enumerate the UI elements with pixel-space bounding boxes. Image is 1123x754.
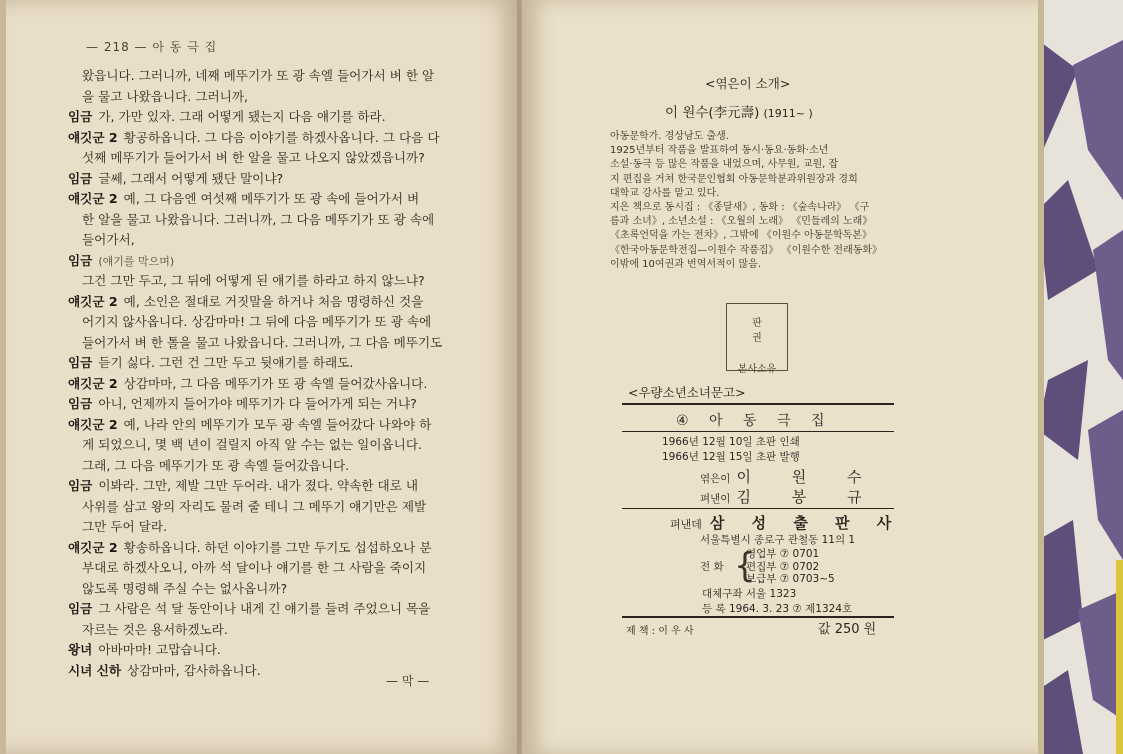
cover-pattern [1038, 0, 1123, 754]
line-text: 그만 두어 달라. [82, 519, 168, 534]
publish-date: 1966년 12월 15일 초판 발행 [662, 451, 800, 463]
play-line [68, 640, 488, 661]
play-line [68, 107, 488, 128]
colophon-rule-2 [622, 508, 894, 509]
line-text: 그 사람은 석 달 동안이나 내게 긴 얘기를 들려 주었으니 목을 [98, 601, 431, 616]
line-text: 아니, 언제까지 들어가야 메뚜기가 다 들어가게 되는 거냐? [98, 396, 417, 411]
stamp-bottom: 본사소유 [737, 364, 777, 375]
bio-line: 《한국아동문학전집—이원수 작품집》 《이원수한 전래동화》 [610, 244, 883, 256]
play-line [68, 517, 488, 538]
play-line [68, 599, 488, 620]
author-bio [610, 130, 902, 272]
speaker-name: 임금 [68, 601, 93, 616]
speaker-name: 시녀 신하 [68, 662, 122, 678]
line-text: 사위를 삼고 왕의 자리도 물려 줄 테니 그 메뚜기 얘기만은 제발 [82, 498, 427, 514]
play-line [68, 292, 488, 313]
publisher-person-label: 펴낸이 [700, 493, 731, 505]
line-text: 이봐라. 그만, 제발 그만 두어라. 내가 졌다. 약속한 대로 내 [98, 478, 419, 493]
transfer-account: 대체구좌 서울 1323 [702, 588, 797, 600]
play-line [68, 148, 488, 169]
colophon-top-rule [622, 403, 894, 405]
play-line [68, 210, 488, 231]
line-text: 상감마마, 감사하옵니다. [127, 662, 261, 678]
print-dates [662, 435, 800, 465]
bookbinder: 제 책 : 이 우 사 [626, 626, 694, 637]
publisher-row [670, 512, 902, 533]
speaker-name: 왕녀 [68, 642, 93, 657]
speaker-name: 임금 [68, 170, 93, 186]
line-text: 예, 소인은 절대로 거짓말을 하거나 처음 명령하신 것을 [123, 293, 424, 309]
line-text: 왔읍니다. 그러니까, 네째 메뚜기가 또 광 속엘 들어가서 벼 한 알 [82, 68, 435, 83]
bio-line: 지은 책으로 동시집 : 《종달새》, 동화 : 《숲속나라》 《구 [610, 202, 870, 214]
play-line [68, 538, 488, 559]
line-text: 그래, 그 다음 메뚜기가 또 광 속엘 들어갔읍니다. [82, 457, 350, 473]
registration: 등 록 1964. 3. 23 ⑦ 제1324호 [702, 603, 853, 615]
speaker-name: 임금 [68, 478, 93, 493]
bio-line: 이밖에 10여권과 번역서적이 많음. [610, 258, 762, 270]
play-line [68, 251, 488, 272]
bio-line: 지 편집을 거쳐 한국문인협회 아동문학분과위원장과 경희 [610, 173, 858, 185]
book-title-text: 아 동 극 집 [709, 413, 833, 429]
line-text: 듣기 싫다. 그런 건 그만 두고 뒷얘기를 하래도. [98, 355, 354, 370]
play-line [68, 415, 488, 436]
author-name: 이 원수(李元壽) [665, 105, 760, 121]
bio-line: 《초록언덕을 가는 전차》, 그밖에 《이원수 아동문학독본》 [610, 230, 872, 242]
play-line [68, 394, 488, 415]
bio-line: 대학교 강사를 맡고 있다. [610, 187, 720, 199]
author-years: (1911~ ) [763, 107, 813, 120]
running-head: — 218 — 아 동 극 집 [86, 40, 218, 54]
publisher-label: 펴낸데 [670, 518, 702, 531]
end-mark: — 막 — [386, 674, 430, 688]
line-text: 자르는 것은 용서하겠노라. [82, 621, 228, 637]
play-line [68, 558, 488, 579]
speaker-name: 얘깃군 2 [68, 129, 118, 145]
play-line [68, 66, 488, 87]
line-text: 예, 그 다음엔 여섯째 메뚜기가 또 광 속에 들어가서 벼 [123, 191, 420, 206]
line-text: 을 물고 나왔읍니다. 그러니까, [82, 88, 249, 104]
play-line [68, 435, 488, 456]
play-line [68, 333, 488, 354]
colophon-rule-1 [622, 431, 894, 432]
price: 값 250 원 [818, 622, 877, 637]
editor-intro-title: <엮은이 소개> [705, 76, 791, 91]
stamp-top: 판 권 [752, 318, 772, 344]
speaker-name: 얘깃군 2 [68, 375, 118, 391]
play-line [68, 456, 488, 477]
author-line [665, 101, 813, 121]
bio-line: 1925년부터 작품을 발표하여 동시·동요·동화·소년 [610, 145, 829, 157]
line-text: 어기지 않사옵니다. 상감마마! 그 뒤에 다음 메뚜기가 또 광 속에 [82, 314, 432, 329]
publisher-person-name: 김 봉 규 [736, 488, 880, 506]
play-line [68, 169, 488, 190]
play-line [68, 271, 488, 292]
speaker-name: 임금 [68, 396, 93, 411]
phone-label: 전 화 [700, 561, 724, 573]
line-text: 아바마마! 고맙습니다. [98, 642, 221, 657]
line-text: 들어가서, [82, 232, 135, 247]
speaker-name: 임금 [68, 355, 93, 370]
book-number: ④ [676, 413, 697, 429]
line-text: 황송하옵니다. 하던 이야기를 그만 두기도 섭섭하오나 분 [123, 539, 432, 555]
series-name: <우량소년소녀문고> [628, 385, 746, 400]
phone-brace: { [734, 546, 756, 586]
line-text: 섯째 메뚜기가 들어가서 벼 한 알을 물고 나오지 않았겠읍니까? [82, 150, 425, 165]
editor-row [700, 468, 879, 488]
play-line [68, 497, 488, 518]
publisher-person-row [700, 488, 879, 508]
stage-direction: (얘기를 막으며) [98, 254, 175, 268]
credits [700, 468, 879, 508]
play-script [68, 66, 488, 681]
line-text: 황공하옵니다. 그 다음 이야기를 하겠사옵니다. 그 다음 다 [123, 129, 440, 145]
line-text: 가, 가만 있자. 그래 어떻게 됐는지 다음 얘기를 하라. [98, 109, 386, 124]
speaker-name: 얘깃군 2 [68, 416, 118, 432]
play-line [68, 128, 488, 149]
line-text: 게 되었으니, 몇 백 년이 걸릴지 아직 알 수는 없는 일이옵니다. [82, 437, 423, 452]
speaker-name: 얘깃군 2 [68, 293, 118, 309]
play-line [68, 312, 488, 333]
editor-name: 이 원 수 [736, 468, 880, 486]
back-cover-edge [1038, 0, 1123, 754]
left-page [6, 0, 522, 754]
book-title [676, 410, 832, 430]
phone-sales: 영업부 ⑦ 0701 [746, 548, 820, 560]
editor-label: 엮은이 [700, 473, 731, 485]
line-text: 그건 그만 두고, 그 뒤에 어떻게 된 얘기를 하라고 하지 않느냐? [82, 273, 425, 288]
play-line [68, 230, 488, 251]
publisher-name: 삼 성 출 판 사 [709, 514, 903, 532]
line-text: 들어가서 벼 한 톨을 물고 나왔읍니다. 그러니까, 그 다음 메뚜기도 [82, 334, 443, 350]
play-line [68, 374, 488, 395]
copyright-stamp [726, 303, 788, 375]
speaker-name: 임금 [68, 252, 93, 268]
bio-line: 소설·동극 등 많은 작품을 내었으며, 사무원, 교원, 잡 [610, 159, 839, 171]
bio-line: 름과 소녀》, 소년소설 : 《오월의 노래》 《민들레의 노래》 [610, 216, 873, 228]
line-text: 예, 나라 안의 메뚜기가 모두 광 속엘 들어갔다 나와야 하 [123, 416, 432, 432]
play-line [68, 579, 488, 600]
phone-distribution: 보급부 ⑦ 0703~5 [746, 573, 835, 585]
play-line [68, 476, 488, 497]
line-text: 부대로 하겠사오니, 아까 석 달이나 얘기를 한 그 사람을 죽이지 [82, 560, 427, 575]
line-text: 한 알을 물고 나왔읍니다. 그러니까, 그 다음 메뚜기가 또 광 속에 [82, 211, 435, 227]
print-date: 1966년 12월 10일 초판 인쇄 [662, 436, 800, 448]
play-line [68, 189, 488, 210]
speaker-name: 얘깃군 2 [68, 539, 118, 555]
play-line [68, 353, 488, 374]
play-line [68, 87, 488, 108]
publisher-address: 서울특별시 종로구 관철동 11의 1 [700, 534, 856, 546]
line-text: 글쎄, 그래서 어떻게 됐단 말이냐? [98, 170, 284, 186]
speaker-name: 임금 [68, 109, 93, 124]
line-text: 상감마마, 그 다음 메뚜기가 또 광 속엘 들어갔사옵니다. [123, 375, 428, 391]
speaker-name: 얘깃군 2 [68, 191, 118, 206]
phone-editorial: 편집부 ⑦ 0702 [746, 560, 820, 573]
phone-list [746, 548, 835, 586]
play-line [68, 620, 488, 641]
bio-line: 아동문학가. 경상남도 출생. [610, 131, 729, 142]
line-text: 않도록 명령해 주실 수는 없사옵니까? [82, 580, 288, 596]
